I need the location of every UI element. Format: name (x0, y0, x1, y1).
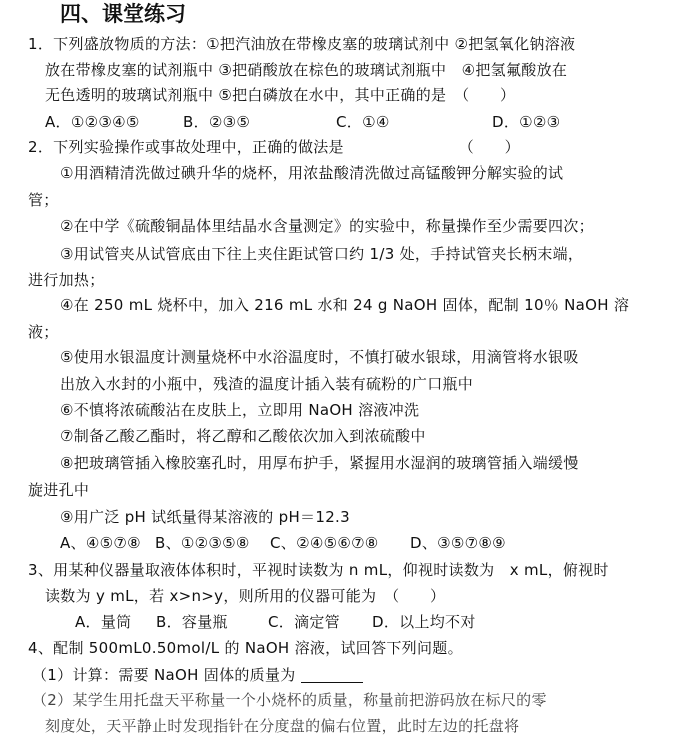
q4-part2: （2）某学生用托盘天平称量一个小烧杯的质量，称量前把游码放在标尺的零 (32, 691, 547, 709)
q3-option-d: D．以上均不对 (372, 613, 476, 631)
q3-option-b: B．容量瓶 (156, 613, 228, 631)
q4-part1 (32, 665, 363, 685)
q1-option-d: D．①②③ (492, 113, 561, 131)
q2-item: ⑤使用水银温度计测量烧杯中水浴温度时，不慎打破水银球，用滴管将水银吸 (60, 348, 579, 366)
q1-line: 无色透明的玻璃试剂瓶中 ⑤把白磷放在水中，其中正确的是 （ ） (45, 86, 516, 104)
q1-option-a: A．①②③④⑤ (45, 113, 140, 131)
answer-blank[interactable] (301, 668, 363, 683)
q2-option-d: D、③⑤⑦⑧⑨ (410, 534, 506, 552)
q2-item: ③用试管夹从试管底由下往上夹住距试管口约 1/3 处，手持试管夹长柄末端， (60, 245, 584, 263)
q2-item: ②在中学《硫酸铜晶体里结晶水含量测定》的实验中，称量操作至少需要四次； (60, 217, 594, 235)
q2-item: ⑧把玻璃管插入橡胶塞孔时，用厚布护手，紧握用水湿润的玻璃管插入端缓慢 (60, 454, 579, 472)
q2-item: 管； (28, 191, 59, 209)
q3-stem: 3、用某种仪器量取液体体积时，平视时读数为 n mL，仰视时读数为 x mL，俯视时 (28, 561, 609, 579)
q2-item: ①用酒精清洗做过碘升华的烧杯，用浓盐酸清洗做过高锰酸钾分解实验的试 (60, 164, 564, 182)
q2-item: 出放入水封的小瓶中，残渣的温度计插入装有硫粉的广口瓶中 (60, 375, 474, 393)
q2-item: 旋进孔中 (28, 481, 90, 499)
q2-option-b: B、①②③⑤⑧ (155, 534, 250, 552)
q2-item: 进行加热； (28, 271, 105, 289)
q3-stem: 读数为 y mL，若 x>n>y，则所用的仪器可能为 （ ） (45, 587, 446, 605)
q1-line: 1．下列盛放物质的方法：①把汽油放在带橡皮塞的玻璃试剂中 ②把氢氧化钠溶液 (28, 35, 576, 53)
section-title: 四、课堂练习 (60, 2, 186, 26)
q2-option-c: C、②④⑤⑥⑦⑧ (270, 534, 379, 552)
q2-item: 液； (28, 323, 59, 341)
q1-option-c: C．①④ (336, 113, 390, 131)
q2-stem: 2．下列实验操作或事故处理中，正确的做法是 （ ） (28, 138, 520, 156)
q1-line: 放在带橡皮塞的试剂瓶中 ③把硝酸放在棕色的玻璃试剂瓶中 ④把氢氟酸放在 (45, 61, 568, 79)
q2-item: ⑨用广泛 pH 试纸量得某溶液的 pH＝12.3 (60, 508, 350, 526)
q3-option-a: A．量筒 (75, 613, 132, 631)
q2-item: ④在 250 mL 烧杯中，加入 216 mL 水和 24 g NaOH 固体，配制 10％ NaOH 溶 (60, 296, 630, 314)
q4-part2-cont: 刻度处，天平静止时发现指针在分度盘的偏右位置，此时左边的托盘将 (45, 717, 520, 735)
q2-option-a: A、④⑤⑦⑧ (60, 534, 141, 552)
q2-item: ⑥不慎将浓硫酸沾在皮肤上，立即用 NaOH 溶液冲洗 (60, 401, 420, 419)
q2-item: ⑦制备乙酸乙酯时，将乙醇和乙酸依次加入到浓硫酸中 (60, 427, 426, 445)
q4-part1-text: （1）计算：需要 NaOH 固体的质量为 (32, 666, 296, 684)
q1-option-b: B．②③⑤ (183, 113, 251, 131)
q3-option-c: C．滴定管 (268, 613, 340, 631)
q4-stem: 4、配制 500mL0.50mol/L 的 NaOH 溶液，试回答下列问题。 (28, 639, 463, 657)
